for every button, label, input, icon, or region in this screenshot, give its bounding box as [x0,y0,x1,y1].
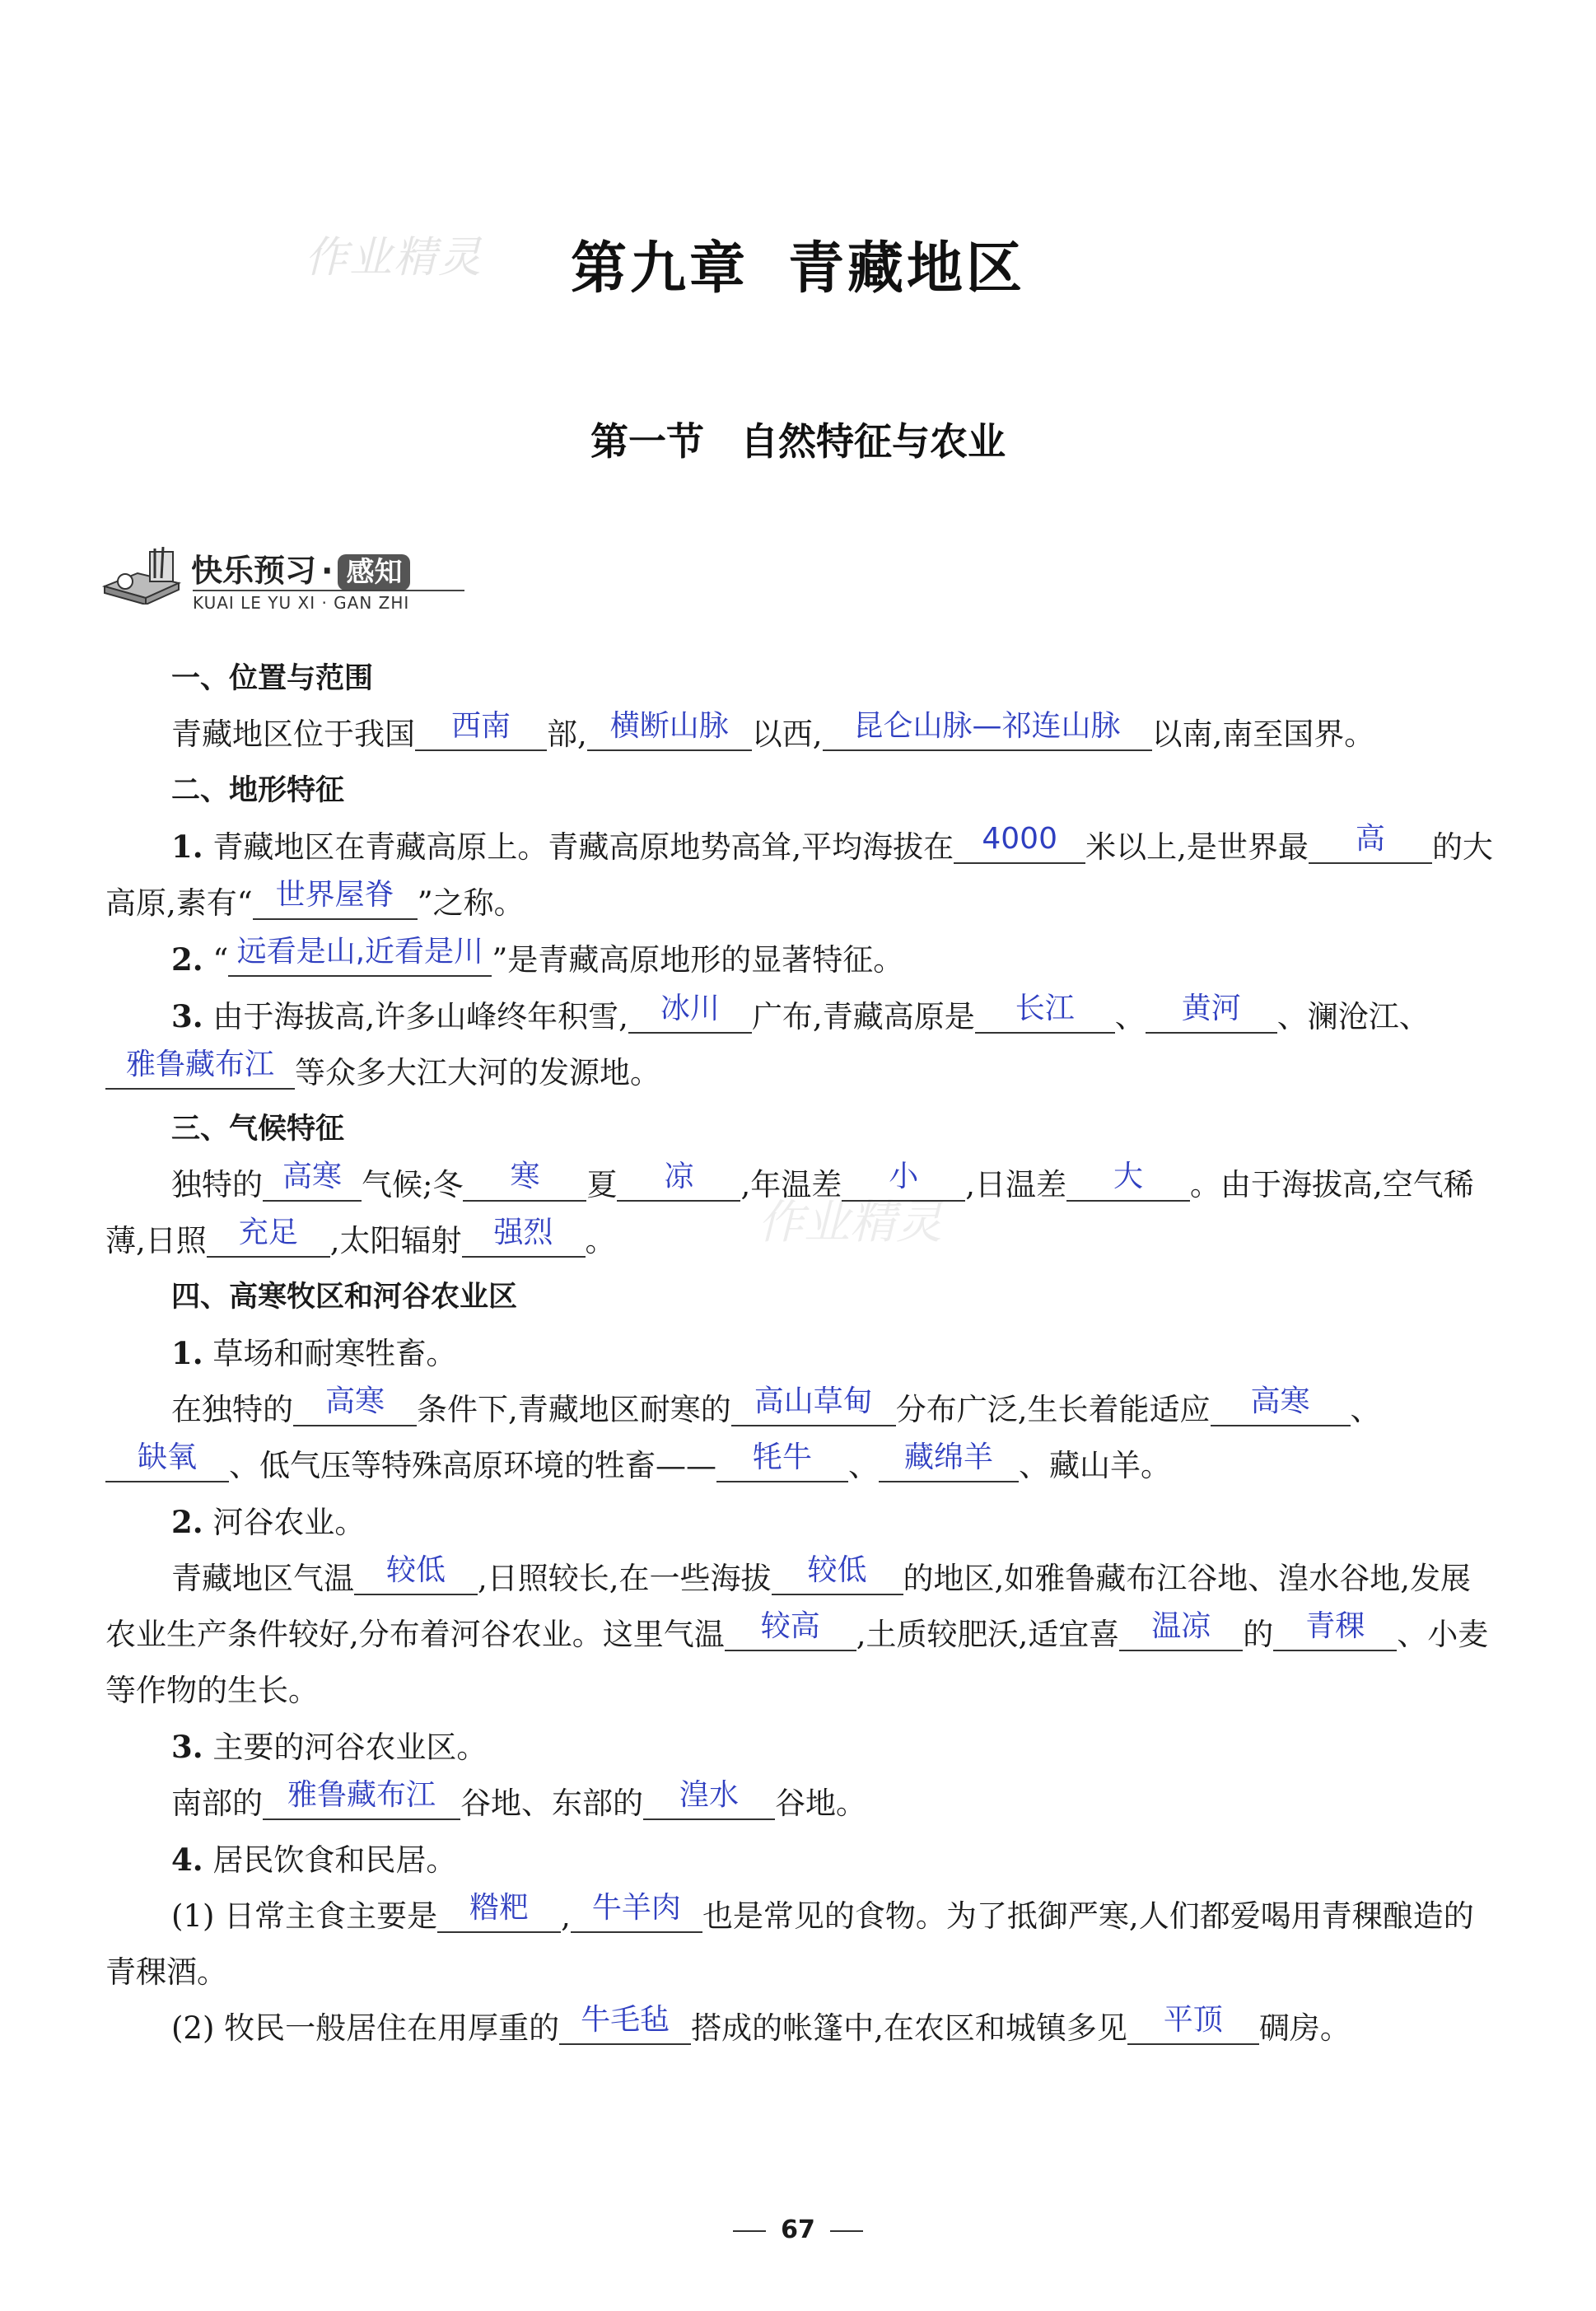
text: 谷地。 [775,1786,866,1821]
text: 、 [848,1448,879,1483]
question-number: 2. [171,941,203,978]
text: 等众多大江大河的发源地。 [295,1055,660,1090]
text: 谷地、东部的 [460,1786,643,1821]
answer-blank[interactable] [587,709,752,751]
answer-text: 高寒 [324,1384,385,1418]
page-number [0,2215,1596,2244]
question-number: 1. [171,829,203,865]
answer-text: 高寒 [1250,1384,1310,1418]
answer-text: 凉 [664,1160,694,1193]
text: 由于海拔高,许多山峰终年积雪, [203,999,628,1034]
divider [830,2230,863,2232]
text: 河谷农业。 [203,1505,366,1540]
text: 在独特的 [171,1392,293,1427]
answer-blank[interactable] [643,1778,775,1820]
answer-blank[interactable] [263,1778,460,1820]
answer-text: 青稞 [1305,1609,1365,1643]
text: 气候;冬 [362,1167,464,1202]
text: 广布,青藏高原是 [751,999,975,1034]
heading-location: 一、位置与范围 [171,662,374,695]
text: 碉房。 [1258,2010,1351,2046]
answer-text: 充足 [238,1216,298,1249]
answer-blank[interactable] [437,1891,561,1933]
subheading-main-areas [105,1719,1499,1776]
answer-text: 牛羊肉 [591,1891,681,1925]
answer-blank[interactable] [772,1553,903,1595]
answer-blank[interactable] [731,1384,896,1426]
answer-blank[interactable] [823,709,1152,751]
text: 的 [1243,1617,1274,1652]
answer-text: 雅鲁藏布江 [125,1048,274,1081]
text: ,年温差 [740,1167,842,1202]
text: 分布广泛,生长着能适应 [895,1392,1211,1427]
text: ”是青藏高原地形的显著特征。 [492,942,904,978]
heading-agriculture: 四、高寒牧区和河谷农业区 [171,1281,518,1314]
text: 、 [1350,1392,1381,1427]
text: 也是常见的食物。为了抵御严寒,人们都爱喝用青稞酿造的青稞酒。 [105,1898,1474,1990]
text: 的大高原,素有“ [105,829,1493,921]
watermark-logo: 作业精灵 [305,233,483,282]
answer-blank[interactable] [628,992,752,1034]
answer-text: 4000 [982,822,1057,856]
answer-blank[interactable] [975,992,1115,1034]
answer-text: 强烈 [493,1216,553,1249]
text: 、 [1114,999,1146,1034]
text: 、藏山羊。 [1019,1448,1171,1483]
answer-text: 冰川 [660,992,720,1025]
answer-blank[interactable] [1119,1609,1243,1651]
answer-blank[interactable] [253,878,418,920]
answer-blank[interactable] [463,1160,586,1202]
preview-subtitle: KUAI LE YU XI · GAN ZHI [193,590,464,613]
answer-text: 高 [1355,822,1385,856]
answer-text: 大 [1113,1160,1143,1193]
answer-text: 糌粑 [469,1891,530,1925]
answer-blank[interactable] [571,1891,702,1933]
text: 部, [547,717,587,752]
chapter-number: 第九章 [570,236,749,301]
text: 草场和耐寒牲畜。 [203,1336,457,1371]
answer-blank[interactable] [842,1160,965,1202]
question-terrain-1 [105,819,1499,931]
text: 主要的河谷农业区。 [203,1730,488,1765]
question-number: 3. [171,1729,203,1765]
answer-blank[interactable] [1146,992,1277,1034]
answer-text: 雅鲁藏布江 [287,1778,436,1812]
answer-blank[interactable] [105,1440,229,1482]
text: ”之称。 [417,885,525,921]
page-number-text: 67 [781,2215,815,2244]
watermark-logo-2: 作业精灵 [758,1196,942,1249]
paragraph-housing [105,2001,1499,2057]
answer-blank[interactable] [462,1216,586,1258]
answer-blank[interactable] [354,1553,478,1595]
answer-text: 长江 [1015,992,1075,1025]
divider [733,2230,766,2232]
preview-badge [100,544,479,618]
text: 南部的 [171,1786,263,1821]
answer-text: 西南 [450,709,511,743]
text: 、低气压等特殊高原环境的牲畜—— [229,1448,716,1483]
answer-text: 较低 [807,1553,867,1587]
answer-blank[interactable] [1127,2003,1259,2045]
answer-text: 温凉 [1151,1609,1211,1643]
answer-text: 较高 [760,1609,820,1643]
question-terrain-2 [105,931,1499,988]
answer-text: 远看是山,近看是川 [236,935,484,969]
paragraph-location [105,707,1499,763]
answer-blank[interactable] [263,1160,362,1202]
text: 居民饮食和民居。 [203,1842,457,1878]
paragraph-main-areas [105,1776,1499,1832]
text: (2) 牧民一般居住在用厚重的 [171,2010,560,2046]
section-title [0,412,1596,466]
preview-title: 快乐预习 · 感知 [191,545,410,591]
answer-text: 缺氧 [137,1440,197,1474]
answer-blank[interactable] [415,709,547,751]
text: ,日温差 [965,1167,1066,1202]
answer-text: 昆仑山脉—祁连山脉 [853,709,1121,743]
question-number: 1. [171,1335,203,1371]
paragraph-climate [105,1157,1499,1269]
heading-climate: 三、气候特征 [171,1113,345,1146]
question-terrain-3 [105,988,1499,1101]
question-number: 4. [171,1842,203,1878]
text: 青藏地区位于我国 [171,717,415,752]
paragraph-diet [105,1888,1499,2001]
text: 夏 [586,1167,618,1202]
text: ,土质较肥沃,适宜喜 [856,1617,1120,1652]
paragraph-pasture [105,1382,1499,1494]
heading-terrain: 二、地形特征 [171,774,345,807]
text: 。 [585,1223,616,1258]
text: 以西, [751,717,823,752]
answer-text: 湟水 [679,1778,739,1812]
answer-blank[interactable] [207,1216,330,1258]
books-pencil-icon [100,547,183,605]
text: 以南,南至国界。 [1151,717,1375,752]
answer-blank[interactable] [954,822,1085,864]
section-number: 第一节 [590,419,704,464]
subheading-diet-housing [105,1832,1499,1888]
text: 、澜沧江、 [1276,999,1430,1034]
text: 条件下,青藏地区耐寒的 [417,1392,731,1427]
text: (1) 日常主食主要是 [171,1898,438,1934]
text: , [561,1898,571,1934]
answer-text: 牛毛毡 [581,2003,670,2037]
answer-blank[interactable] [617,1160,740,1202]
answer-blank[interactable] [228,935,492,977]
answer-text: 寒 [510,1160,540,1193]
text: 米以上,是世界最 [1085,829,1309,865]
question-number: 3. [171,998,203,1034]
answer-blank[interactable] [725,1609,856,1651]
worksheet-content [105,651,1499,2057]
section-name: 自然特征与农业 [740,419,1006,464]
answer-blank[interactable] [879,1440,1019,1482]
text: 。由于海拔高,空气稀薄,日照 [105,1167,1474,1258]
answer-text: 藏绵羊 [903,1440,993,1474]
answer-blank[interactable] [105,1048,295,1090]
answer-text: 牦牛 [752,1440,812,1474]
text: ,太阳辐射 [329,1223,462,1258]
paragraph-valley [105,1551,1499,1719]
answer-blank[interactable] [1273,1609,1397,1651]
answer-text: 平顶 [1163,2003,1223,2037]
text: 青藏地区气温 [171,1561,354,1596]
answer-text: 世界屋脊 [275,878,394,912]
text: 青藏地区在青藏高原上。青藏高原地势高耸,平均海拔在 [203,829,954,865]
answer-blank[interactable] [716,1440,848,1482]
answer-text: 小 [889,1160,919,1193]
question-number: 2. [171,1504,203,1540]
text: 搭成的帐篷中,在农区和城镇多见 [691,2010,1127,2046]
subheading-valley [105,1494,1499,1551]
answer-blank[interactable] [1066,1160,1190,1202]
subheading-pasture [105,1325,1499,1382]
answer-text: 横断山脉 [609,709,729,743]
answer-text: 黄河 [1181,992,1241,1025]
text: “ [203,942,229,978]
answer-blank[interactable] [1309,822,1432,864]
answer-text: 较低 [385,1553,446,1587]
answer-blank[interactable] [559,2003,691,2045]
answer-blank[interactable] [1211,1384,1351,1426]
text: 的地区,如雅鲁藏布江谷地、湟水谷地,发展农业生产条件较好,分布着河谷农业。这里气温 [105,1561,1472,1652]
answer-text: 高山草甸 [754,1384,873,1418]
text: 、小麦等作物的生长。 [105,1617,1489,1708]
preview-title-text: 快乐预习 [191,553,317,589]
text: 独特的 [171,1167,263,1202]
text: ,日照较长,在一些海拔 [478,1561,772,1596]
answer-blank[interactable] [293,1384,417,1426]
chapter-name: 青藏地区 [788,236,1026,301]
preview-tag: 感知 [338,554,410,591]
chapter-title [0,224,1596,304]
answer-text: 高寒 [282,1160,342,1193]
